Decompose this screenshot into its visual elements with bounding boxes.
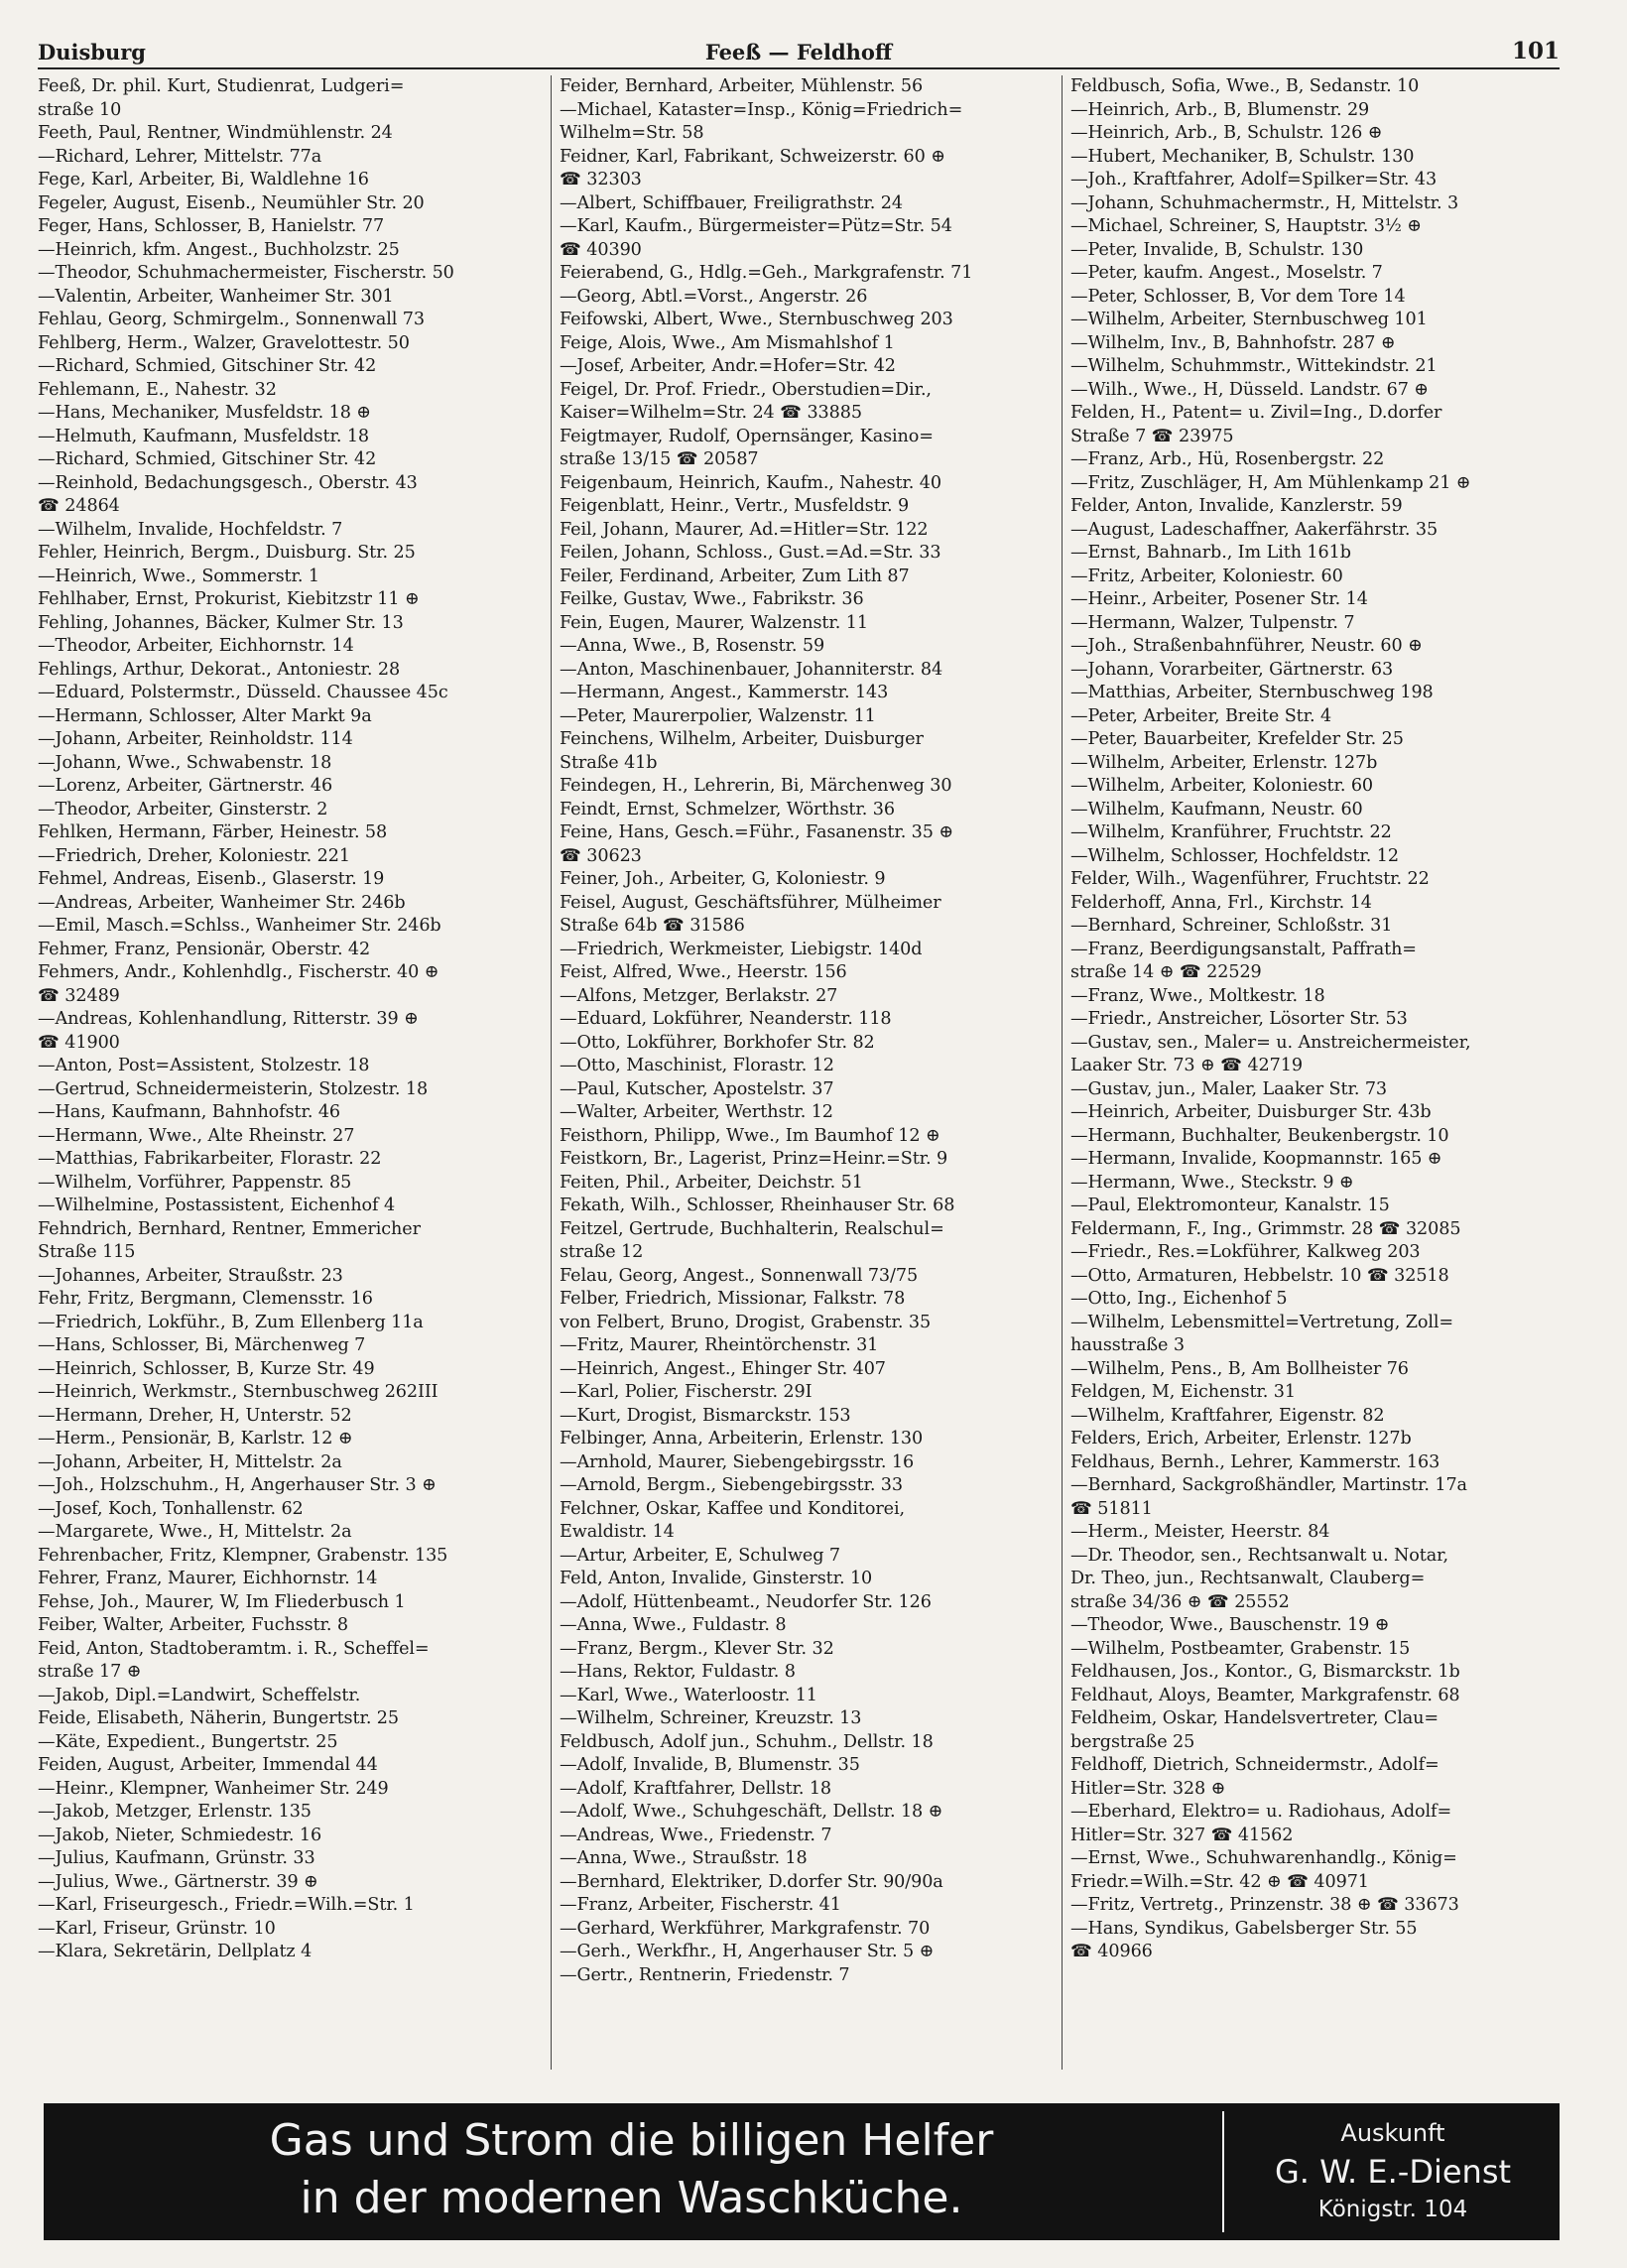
directory-entry-line: straße 12 — [560, 1242, 644, 1262]
directory-entry-line: —Theodor, Wwe., Bauschenstr. 19 ⊕ — [1070, 1615, 1390, 1635]
directory-entry-line: Feldhaut, Aloys, Beamter, Markgrafenstr. 68 — [1070, 1685, 1460, 1705]
directory-entry-line: Feifowski, Albert, Wwe., Sternbuschweg 203 — [560, 310, 953, 329]
directory-entry-line: —Wilhelm, Kranführer, Fruchtstr. 22 — [1070, 822, 1392, 842]
directory-entry-line: —Heinr., Arbeiter, Posener Str. 14 — [1070, 589, 1368, 609]
directory-entry-line: —Fritz, Maurer, Rheintörchenstr. 31 — [560, 1335, 879, 1355]
directory-entry-line: Feiber, Walter, Arbeiter, Fuchsstr. 8 — [38, 1615, 349, 1635]
ad-info-address: Königstr. 104 — [1317, 2197, 1468, 2222]
directory-entry-line: —Heinrich, Arbeiter, Duisburger Str. 43b — [1070, 1102, 1432, 1122]
page-number: 101 — [1511, 38, 1560, 64]
directory-entry-line: —Johannes, Arbeiter, Straußstr. 23 — [38, 1265, 343, 1286]
directory-entry-line: —Franz, Bergm., Klever Str. 32 — [560, 1638, 834, 1659]
directory-entry-line: —Friedr., Res.=Lokführer, Kalkweg 203 — [1070, 1242, 1421, 1262]
directory-entry-line: —Bernhard, Sackgroßhändler, Martinstr. 17a — [1070, 1475, 1467, 1495]
directory-entry-line: —Theodor, Arbeiter, Eichhornstr. 14 — [38, 636, 354, 656]
directory-entry-line: Feeß, Dr. phil. Kurt, Studienrat, Ludgeri= — [38, 76, 405, 96]
directory-entry-line: Fekath, Wilh., Schlosser, Rheinhauser Str. 68 — [560, 1196, 955, 1215]
directory-entry-line: —Wilhelm, Schlosser, Hochfeldstr. 12 — [1070, 845, 1399, 866]
directory-entry-line: Felderhoff, Anna, Frl., Kirchstr. 14 — [1070, 892, 1372, 913]
directory-entry-line: —Peter, Arbeiter, Breite Str. 4 — [1070, 705, 1332, 726]
directory-entry-line: —Karl, Wwe., Waterloostr. 11 — [560, 1685, 817, 1705]
directory-entry-line: Felder, Wilh., Wagenführer, Fruchtstr. 22 — [1070, 869, 1430, 889]
directory-entry-line: —Paul, Elektromonteur, Kanalstr. 15 — [1070, 1196, 1390, 1215]
directory-entry-line: —Richard, Schmied, Gitschiner Str. 42 — [38, 356, 377, 376]
directory-entry-line: —Otto, Armaturen, Hebbelstr. 10 ☎ 32518 — [1070, 1265, 1449, 1286]
directory-entry-line: —Helmuth, Kaufmann, Musfeldstr. 18 — [38, 426, 370, 446]
directory-entry-line: —Franz, Beerdigungsanstalt, Paffrath= — [1070, 939, 1417, 959]
directory-entry-line: Fein, Eugen, Maurer, Walzenstr. 11 — [560, 612, 868, 633]
directory-entry-line: —Wilhelm, Arbeiter, Sternbuschweg 101 — [1070, 310, 1428, 329]
directory-entry-line: —Johann, Arbeiter, H, Mittelstr. 2a — [38, 1451, 342, 1472]
directory-entry-line: —Peter, kaufm. Angest., Moselstr. 7 — [1070, 263, 1383, 283]
directory-entry-line: —Herm., Pensionär, B, Karlstr. 12 ⊕ — [38, 1429, 353, 1449]
directory-entry-line: Straße 7 ☎ 23975 — [1070, 426, 1234, 446]
directory-entry-line: Feigtmayer, Rudolf, Opernsänger, Kasino= — [560, 426, 934, 446]
directory-entry-line: Felders, Erich, Arbeiter, Erlenstr. 127b — [1070, 1429, 1412, 1449]
directory-entry-line: —Alfons, Metzger, Berlakstr. 27 — [560, 985, 838, 1006]
directory-entry-line: Feindt, Ernst, Schmelzer, Wörthstr. 36 — [560, 799, 895, 819]
directory-entry-line: —Friedrich, Lokführ., B, Zum Ellenberg 11a — [38, 1312, 424, 1332]
directory-entry-line: Fehlken, Hermann, Färber, Heinestr. 58 — [38, 822, 388, 842]
directory-entry-line: Fehmer, Franz, Pensionär, Oberstr. 42 — [38, 939, 371, 959]
directory-entry-line: Feiner, Joh., Arbeiter, G, Koloniestr. 9 — [560, 869, 886, 889]
directory-entry-line: —Joh., Straßenbahnführer, Neustr. 60 ⊕ — [1070, 636, 1423, 656]
directory-columns — [38, 75, 1560, 2070]
directory-entry-line: —Julius, Kaufmann, Grünstr. 33 — [38, 1848, 315, 1868]
directory-entry-line: Straße 41b — [560, 752, 658, 773]
directory-entry-line: —Josef, Koch, Tonhallenstr. 62 — [38, 1498, 304, 1519]
directory-entry-line: —Heinrich, kfm. Angest., Buchholzstr. 25 — [38, 239, 400, 260]
directory-entry-line: —Johann, Schuhmachermstr., H, Mittelstr. 3 — [1070, 192, 1459, 213]
city-name: Duisburg — [38, 40, 146, 64]
ad-divider — [1222, 2111, 1224, 2232]
directory-entry-line: Straße 115 — [38, 1242, 136, 1262]
directory-entry-line: Feige, Alois, Wwe., Am Mismahlshof 1 — [560, 332, 895, 353]
directory-entry-line: —Hermann, Buchhalter, Beukenbergstr. 10 — [1070, 1125, 1449, 1146]
directory-entry-line: Felden, H., Patent= u. Zivil=Ing., D.dorfer — [1070, 403, 1442, 423]
directory-entry-line: —Johann, Wwe., Schwabenstr. 18 — [38, 752, 332, 773]
directory-entry-line: —Klara, Sekretärin, Dellplatz 4 — [38, 1942, 313, 1961]
directory-entry-line: —Matthias, Arbeiter, Sternbuschweg 198 — [1070, 683, 1434, 702]
directory-entry-line: Feierabend, G., Hdlg.=Geh., Markgrafenstr. 71 — [560, 263, 973, 283]
directory-entry-line: —Arnhold, Maurer, Siebengebirgsstr. 16 — [560, 1451, 915, 1472]
directory-entry-line: —Gerhard, Werkführer, Markgrafenstr. 70 — [560, 1918, 931, 1939]
directory-entry-line: —Anna, Wwe., Straußstr. 18 — [560, 1848, 808, 1868]
directory-entry-line: —Wilhelm, Lebensmittel=Vertretung, Zoll= — [1070, 1312, 1454, 1332]
directory-entry-line: —Hermann, Angest., Kammerstr. 143 — [560, 683, 889, 702]
directory-entry-line: Fehrenbacher, Fritz, Klempner, Grabenstr. 135 — [38, 1545, 448, 1566]
directory-entry-line: Fehling, Johannes, Bäcker, Kulmer Str. 13 — [38, 612, 404, 633]
directory-entry-line: Fehmers, Andr., Kohlenhdlg., Fischerstr. 40 ⊕ — [38, 962, 439, 982]
directory-entry-line: Feil, Johann, Maurer, Ad.=Hitler=Str. 122 — [560, 519, 929, 540]
directory-entry-line: Feldermann, F., Ing., Grimmstr. 28 ☎ 32085 — [1070, 1218, 1461, 1239]
directory-column-1 — [38, 75, 546, 2070]
directory-entry-line: ☎ 51811 — [1070, 1498, 1153, 1519]
directory-entry-line: —Gustav, sen., Maler= u. Anstreichermeister, — [1070, 1032, 1471, 1053]
directory-entry-line: —Jakob, Nieter, Schmiedestr. 16 — [38, 1825, 322, 1845]
directory-entry-line: —Ernst, Wwe., Schuhwarenhandlg., König= — [1070, 1848, 1457, 1868]
ad-info-service: G. W. E.-Dienst — [1274, 2153, 1512, 2191]
directory-entry-line: Fehler, Heinrich, Bergm., Duisburg. Str. 25 — [38, 543, 416, 563]
directory-entry-line: Felbinger, Anna, Arbeiterin, Erlenstr. 130 — [560, 1429, 924, 1449]
directory-entry-line: ☎ 32303 — [560, 170, 642, 189]
directory-entry-line: —Eberhard, Elektro= u. Radiohaus, Adolf= — [1070, 1802, 1452, 1822]
directory-entry-line: Feilke, Gustav, Wwe., Fabrikstr. 36 — [560, 589, 864, 609]
directory-entry-line: —Michael, Schreiner, S, Hauptstr. 3½ ⊕ — [1070, 216, 1422, 236]
directory-entry-line: —Friedrich, Werkmeister, Liebigstr. 140d — [560, 939, 923, 959]
directory-entry-line: —Peter, Maurerpolier, Walzenstr. 11 — [560, 705, 876, 726]
directory-entry-line: —Heinr., Klempner, Wanheimer Str. 249 — [38, 1778, 389, 1799]
directory-entry-line: Feeth, Paul, Rentner, Windmühlenstr. 24 — [38, 123, 393, 143]
directory-entry-line: —Hans, Schlosser, Bi, Märchenweg 7 — [38, 1335, 366, 1355]
directory-entry-line: Feist, Alfred, Wwe., Heerstr. 156 — [560, 962, 847, 982]
directory-entry-line: ☎ 40390 — [560, 239, 642, 260]
directory-entry-line: —Kurt, Drogist, Bismarckstr. 153 — [560, 1405, 851, 1426]
directory-entry-line: bergstraße 25 — [1070, 1731, 1195, 1752]
directory-entry-line: Felber, Friedrich, Missionar, Falkstr. 78 — [560, 1289, 906, 1309]
directory-entry-line: Straße 64b ☎ 31586 — [560, 916, 745, 936]
directory-entry-line: Feiten, Phil., Arbeiter, Deichstr. 51 — [560, 1172, 863, 1193]
directory-entry-line: —Herm., Meister, Heerstr. 84 — [1070, 1522, 1330, 1542]
directory-entry-line: ☎ 41900 — [38, 1032, 120, 1053]
directory-entry-line: —Fritz, Vertretg., Prinzenstr. 38 ⊕ ☎ 33673 — [1070, 1895, 1459, 1915]
directory-entry-line: —Dr. Theodor, sen., Rechtsanwalt u. Notar, — [1070, 1545, 1449, 1566]
directory-entry-line: —Margarete, Wwe., H, Mittelstr. 2a — [38, 1522, 352, 1542]
directory-entry-line: Feide, Elisabeth, Näherin, Bungertstr. 25 — [38, 1708, 399, 1728]
directory-entry-line: Feigel, Dr. Prof. Friedr., Oberstudien=Dir., — [560, 379, 932, 400]
directory-entry-line: —Wilhelm, Kraftfahrer, Eigenstr. 82 — [1070, 1405, 1385, 1426]
ad-slogan — [44, 2103, 1219, 2240]
directory-entry-line: straße 13/15 ☎ 20587 — [560, 449, 759, 469]
directory-entry-line: Fehndrich, Bernhard, Rentner, Emmericher — [38, 1218, 421, 1239]
ad-slogan-line-1: Gas und Strom die billigen Helfer — [269, 2115, 994, 2166]
directory-entry-line: ☎ 24864 — [38, 496, 120, 516]
directory-entry-line: —Franz, Arbeiter, Fischerstr. 41 — [560, 1895, 841, 1915]
directory-entry-line: —Hubert, Mechaniker, B, Schulstr. 130 — [1070, 146, 1415, 167]
directory-entry-line: Hitler=Str. 327 ☎ 41562 — [1070, 1825, 1294, 1845]
directory-entry-line: —Heinrich, Schlosser, B, Kurze Str. 49 — [38, 1358, 375, 1379]
directory-entry-line: —Gerh., Werkfhr., H, Angerhauser Str. 5 ⊕ — [560, 1942, 935, 1961]
advertisement-banner — [44, 2103, 1560, 2240]
directory-entry-line: —Wilh., Wwe., H, Düsseld. Landstr. 67 ⊕ — [1070, 379, 1429, 400]
directory-entry-line: Feigenbaum, Heinrich, Kaufm., Nahestr. 40 — [560, 472, 941, 493]
directory-entry-line: —Bernhard, Elektriker, D.dorfer Str. 90/90a — [560, 1871, 943, 1892]
directory-entry-line: —Wilhelm, Inv., B, Bahnhofstr. 287 ⊕ — [1070, 332, 1396, 353]
directory-entry-line: Hitler=Str. 328 ⊕ — [1070, 1778, 1226, 1799]
directory-entry-line: Dr. Theo, jun., Rechtsanwalt, Clauberg= — [1070, 1569, 1426, 1588]
directory-entry-line: —Josef, Arbeiter, Andr.=Hofer=Str. 42 — [560, 356, 896, 376]
directory-entry-line: Feidner, Karl, Fabrikant, Schweizerstr. 60 ⊕ — [560, 146, 945, 167]
directory-entry-line: —Heinrich, Arb., B, Schulstr. 126 ⊕ — [1070, 123, 1383, 143]
directory-entry-line: Fehlhaber, Ernst, Prokurist, Kiebitzstr 11 ⊕ — [38, 589, 420, 609]
directory-entry-line: Fegeler, August, Eisenb., Neumühler Str. 20 — [38, 192, 425, 213]
directory-entry-line: ☎ 32489 — [38, 985, 120, 1006]
directory-entry-line: Laaker Str. 73 ⊕ ☎ 42719 — [1070, 1056, 1303, 1075]
directory-entry-line: —Valentin, Arbeiter, Wanheimer Str. 301 — [38, 286, 394, 307]
directory-entry-line: —Franz, Wwe., Moltkestr. 18 — [1070, 985, 1325, 1006]
directory-entry-line: —Theodor, Schuhmachermeister, Fischerstr. 50 — [38, 263, 454, 283]
directory-entry-line: —Bernhard, Schreiner, Schloßstr. 31 — [1070, 916, 1393, 936]
directory-entry-line: ☎ 40966 — [1070, 1942, 1153, 1961]
directory-entry-line: —Michael, Kataster=Insp., König=Friedrich= — [560, 99, 963, 120]
directory-entry-line: —Johann, Arbeiter, Reinholdstr. 114 — [38, 729, 353, 749]
directory-entry-line: —Wilhelm, Arbeiter, Erlenstr. 127b — [1070, 752, 1378, 773]
directory-entry-line: —Hans, Mechaniker, Musfeldstr. 18 ⊕ — [38, 403, 371, 423]
directory-entry-line: —Jakob, Metzger, Erlenstr. 135 — [38, 1802, 312, 1822]
directory-entry-line: hausstraße 3 — [1070, 1335, 1185, 1355]
directory-entry-line: Feldhausen, Jos., Kontor., G, Bismarckstr. 1b — [1070, 1662, 1460, 1682]
directory-entry-line: Feldheim, Oskar, Handelsvertreter, Clau= — [1070, 1708, 1439, 1728]
ad-info-box — [1226, 2103, 1560, 2240]
directory-entry-line: Fehlau, Georg, Schmirgelm., Sonnenwall 73 — [38, 310, 425, 329]
directory-entry-line: —Joh., Holzschuhm., H, Angerhauser Str. 3 ⊕ — [38, 1475, 437, 1495]
directory-entry-line: Feine, Hans, Gesch.=Führ., Fasanenstr. 35 ⊕ — [560, 822, 954, 842]
directory-entry-line: —Artur, Arbeiter, E, Schulweg 7 — [560, 1545, 840, 1566]
page-header — [38, 34, 1560, 69]
directory-entry-line: —Joh., Kraftfahrer, Adolf=Spilker=Str. 43 — [1070, 170, 1438, 189]
directory-entry-line: Kaiser=Wilhelm=Str. 24 ☎ 33885 — [560, 403, 862, 423]
directory-entry-line: Fehmel, Andreas, Eisenb., Glaserstr. 19 — [38, 869, 385, 889]
directory-entry-line: —Georg, Abtl.=Vorst., Angerstr. 26 — [560, 286, 868, 307]
directory-entry-line: —Karl, Friseurgesch., Friedr.=Wilh.=Str. 1 — [38, 1895, 415, 1915]
directory-entry-line: —Richard, Schmied, Gitschiner Str. 42 — [38, 449, 377, 469]
directory-entry-line: —Johann, Vorarbeiter, Gärtnerstr. 63 — [1070, 659, 1394, 680]
directory-entry-line: Feldbusch, Sofia, Wwe., B, Sedanstr. 10 — [1070, 76, 1420, 96]
directory-entry-line: —Wilhelm, Arbeiter, Koloniestr. 60 — [1070, 776, 1374, 796]
directory-entry-line: Feigenblatt, Heinr., Vertr., Musfeldstr. 9 — [560, 496, 910, 516]
directory-entry-line: —Arnold, Bergm., Siebengebirgsstr. 33 — [560, 1475, 903, 1495]
directory-entry-line: —Hans, Rektor, Fuldastr. 8 — [560, 1662, 796, 1682]
directory-entry-line: —Peter, Invalide, B, Schulstr. 130 — [1070, 239, 1364, 260]
directory-entry-line: —Fritz, Arbeiter, Koloniestr. 60 — [1070, 566, 1343, 586]
directory-entry-line: —Adolf, Wwe., Schuhgeschäft, Dellstr. 18 ⊕ — [560, 1802, 943, 1822]
directory-entry-line: Felau, Georg, Angest., Sonnenwall 73/75 — [560, 1265, 919, 1286]
directory-entry-line: Wilhelm=Str. 58 — [560, 123, 704, 143]
directory-entry-line: Feid, Anton, Stadtoberamtm. i. R., Scheffel= — [38, 1638, 430, 1659]
directory-entry-line: von Felbert, Bruno, Drogist, Grabenstr. 35 — [560, 1312, 932, 1332]
directory-entry-line: —Walter, Arbeiter, Werthstr. 12 — [560, 1102, 833, 1122]
directory-entry-line: —Anton, Maschinenbauer, Johanniterstr. 84 — [560, 659, 943, 680]
directory-entry-line: —Andreas, Kohlenhandlung, Ritterstr. 39 ⊕ — [38, 1009, 419, 1029]
directory-entry-line: Fehr, Fritz, Bergmann, Clemensstr. 16 — [38, 1289, 373, 1309]
directory-entry-line: —Wilhelm, Vorführer, Pappenstr. 85 — [38, 1172, 352, 1193]
directory-entry-line: —Wilhelm, Pens., B, Am Bollheister 76 — [1070, 1358, 1409, 1379]
directory-entry-line: —Hermann, Wwe., Steckstr. 9 ⊕ — [1070, 1172, 1354, 1193]
directory-entry-line: Fehrer, Franz, Maurer, Eichhornstr. 14 — [38, 1569, 378, 1588]
directory-entry-line: —Gustav, jun., Maler, Laaker Str. 73 — [1070, 1078, 1388, 1099]
directory-entry-line: ☎ 30623 — [560, 845, 642, 866]
directory-entry-line: —Adolf, Kraftfahrer, Dellstr. 18 — [560, 1778, 832, 1799]
directory-entry-line: —Hermann, Dreher, H, Unterstr. 52 — [38, 1405, 352, 1426]
directory-entry-line: —August, Ladeschaffner, Aakerfährstr. 35 — [1070, 519, 1439, 540]
directory-entry-line: —Wilhelm, Postbeamter, Grabenstr. 15 — [1070, 1638, 1411, 1659]
directory-entry-line: —Karl, Kaufm., Bürgermeister=Pütz=Str. 54 — [560, 216, 952, 236]
directory-entry-line: —Anna, Wwe., B, Rosenstr. 59 — [560, 636, 825, 656]
directory-entry-line: —Karl, Polier, Fischerstr. 29I — [560, 1382, 813, 1402]
directory-column-3 — [1062, 75, 1561, 2070]
directory-entry-line: —Käte, Expedient., Bungertstr. 25 — [38, 1731, 338, 1752]
directory-entry-line: Feilen, Johann, Schloss., Gust.=Ad.=Str. 33 — [560, 543, 941, 563]
directory-entry-line: Feisthorn, Philipp, Wwe., Im Baumhof 12 ⊕ — [560, 1125, 940, 1146]
directory-entry-line: —Hermann, Invalide, Koopmannstr. 165 ⊕ — [1070, 1149, 1442, 1169]
directory-entry-line: Feinchens, Wilhelm, Arbeiter, Duisburger — [560, 729, 924, 749]
directory-entry-line: —Hans, Kaufmann, Bahnhofstr. 46 — [38, 1102, 341, 1122]
directory-entry-line: —Friedrich, Dreher, Koloniestr. 221 — [38, 845, 350, 866]
directory-entry-line: Feider, Bernhard, Arbeiter, Mühlenstr. 56 — [560, 76, 924, 96]
directory-entry-line: Fehse, Joh., Maurer, W, Im Fliederbusch 1 — [38, 1591, 406, 1612]
directory-entry-line: Feldbusch, Adolf jun., Schuhm., Dellstr. 18 — [560, 1731, 934, 1752]
directory-entry-line: —Karl, Friseur, Grünstr. 10 — [38, 1918, 276, 1939]
directory-entry-line: —Heinrich, Wwe., Sommerstr. 1 — [38, 566, 319, 586]
directory-entry-line: —Julius, Wwe., Gärtnerstr. 39 ⊕ — [38, 1871, 318, 1892]
directory-entry-line: —Theodor, Arbeiter, Ginsterstr. 2 — [38, 799, 328, 819]
directory-entry-line: —Wilhelm, Invalide, Hochfeldstr. 7 — [38, 519, 343, 540]
directory-entry-line: —Anton, Post=Assistent, Stolzestr. 18 — [38, 1056, 370, 1075]
directory-entry-line: —Gertrud, Schneidermeisterin, Stolzestr. 18 — [38, 1078, 429, 1099]
directory-entry-line: straße 17 ⊕ — [38, 1662, 142, 1682]
directory-entry-line: —Andreas, Wwe., Friedenstr. 7 — [560, 1825, 832, 1845]
directory-entry-line: Feldhoff, Dietrich, Schneidermstr., Adolf= — [1070, 1755, 1439, 1775]
directory-entry-line: —Otto, Ing., Eichenhof 5 — [1070, 1289, 1288, 1309]
directory-entry-line: straße 14 ⊕ ☎ 22529 — [1070, 962, 1262, 982]
directory-entry-line: Feiden, August, Arbeiter, Immendal 44 — [38, 1755, 378, 1775]
directory-entry-line: —Ernst, Bahnarb., Im Lith 161b — [1070, 543, 1351, 563]
directory-entry-line: Feisel, August, Geschäftsführer, Mülheimer — [560, 892, 941, 913]
directory-entry-line: —Otto, Lokführer, Borkhofer Str. 82 — [560, 1032, 875, 1053]
directory-entry-line: Friedr.=Wilh.=Str. 42 ⊕ ☎ 40971 — [1070, 1871, 1369, 1892]
directory-entry-line: —Hermann, Schlosser, Alter Markt 9a — [38, 705, 372, 726]
directory-entry-line: Fehlings, Arthur, Dekorat., Antoniestr. 28 — [38, 659, 401, 680]
directory-entry-line: Felder, Anton, Invalide, Kanzlerstr. 59 — [1070, 496, 1403, 516]
directory-entry-line: —Lorenz, Arbeiter, Gärtnerstr. 46 — [38, 776, 333, 796]
directory-entry-line: straße 10 — [38, 99, 122, 120]
directory-entry-line: —Wilhelmine, Postassistent, Eichenhof 4 — [38, 1196, 396, 1215]
directory-entry-line: straße 34/36 ⊕ ☎ 25552 — [1070, 1591, 1290, 1612]
directory-entry-line: Feger, Hans, Schlosser, B, Hanielstr. 77 — [38, 216, 385, 236]
directory-entry-line: —Reinhold, Bedachungsgesch., Oberstr. 43 — [38, 472, 418, 493]
name-range: Feeß — Feldhoff — [704, 40, 893, 64]
directory-entry-line: —Hans, Syndikus, Gabelsberger Str. 55 — [1070, 1918, 1418, 1939]
directory-entry-line: —Hermann, Wwe., Alte Rheinstr. 27 — [38, 1125, 355, 1146]
directory-entry-line: —Adolf, Hüttenbeamt., Neudorfer Str. 126 — [560, 1591, 932, 1612]
directory-entry-line: —Peter, Schlosser, B, Vor dem Tore 14 — [1070, 286, 1406, 307]
directory-entry-line: —Peter, Bauarbeiter, Krefelder Str. 25 — [1070, 729, 1404, 749]
directory-entry-line: Feld, Anton, Invalide, Ginsterstr. 10 — [560, 1569, 873, 1588]
directory-entry-line: —Jakob, Dipl.=Landwirt, Scheffelstr. — [38, 1685, 361, 1705]
directory-entry-line: —Heinrich, Werkmstr., Sternbuschweg 262III — [38, 1382, 438, 1402]
directory-entry-line: Feiler, Ferdinand, Arbeiter, Zum Lith 87 — [560, 566, 910, 586]
directory-entry-line: —Gertr., Rentnerin, Friedenstr. 7 — [560, 1964, 850, 1985]
directory-entry-line: —Paul, Kutscher, Apostelstr. 37 — [560, 1078, 834, 1099]
directory-entry-line: —Matthias, Fabrikarbeiter, Florastr. 22 — [38, 1149, 382, 1169]
directory-entry-line: Feistkorn, Br., Lagerist, Prinz=Heinr.=Str. 9 — [560, 1149, 948, 1169]
directory-entry-line: —Anna, Wwe., Fuldastr. 8 — [560, 1615, 787, 1635]
directory-entry-line: —Richard, Lehrer, Mittelstr. 77a — [38, 146, 322, 167]
directory-entry-line: —Eduard, Lokführer, Neanderstr. 118 — [560, 1009, 892, 1029]
ad-info-label: Auskunft — [1340, 2119, 1445, 2147]
directory-entry-line: —Eduard, Polstermstr., Düsseld. Chaussee 45c — [38, 683, 448, 702]
directory-entry-line: Felchner, Oskar, Kaffee und Konditorei, — [560, 1498, 906, 1519]
directory-column-2 — [551, 75, 1060, 2070]
directory-entry-line: —Wilhelm, Kaufmann, Neustr. 60 — [1070, 799, 1363, 819]
directory-entry-line: —Hermann, Walzer, Tulpenstr. 7 — [1070, 612, 1355, 633]
directory-entry-line: Fehlemann, E., Nahestr. 32 — [38, 379, 277, 400]
directory-entry-line: Fehlberg, Herm., Walzer, Gravelottestr. 50 — [38, 332, 410, 353]
directory-entry-line: —Otto, Maschinist, Florastr. 12 — [560, 1056, 834, 1075]
directory-entry-line: —Fritz, Zuschläger, H, Am Mühlenkamp 21 ⊕ — [1070, 472, 1471, 493]
directory-entry-line: Feitzel, Gertrude, Buchhalterin, Realschul= — [560, 1218, 944, 1239]
directory-entry-line: —Albert, Schiffbauer, Freiligrathstr. 24 — [560, 192, 903, 213]
directory-entry-line: —Heinrich, Angest., Ehinger Str. 407 — [560, 1358, 886, 1379]
directory-entry-line: Fege, Karl, Arbeiter, Bi, Waldlehne 16 — [38, 170, 369, 189]
directory-entry-line: —Emil, Masch.=Schlss., Wanheimer Str. 246b — [38, 916, 441, 936]
directory-entry-line: —Franz, Arb., Hü, Rosenbergstr. 22 — [1070, 449, 1385, 469]
ad-slogan-line-2: in der modernen Waschküche. — [300, 2173, 963, 2223]
directory-entry-line: —Andreas, Arbeiter, Wanheimer Str. 246b — [38, 892, 406, 913]
directory-entry-line: —Wilhelm, Schuhmmstr., Wittekindstr. 21 — [1070, 356, 1438, 376]
directory-entry-line: —Heinrich, Arb., B, Blumenstr. 29 — [1070, 99, 1370, 120]
directory-entry-line: —Wilhelm, Schreiner, Kreuzstr. 13 — [560, 1708, 862, 1728]
directory-entry-line: —Adolf, Invalide, B, Blumenstr. 35 — [560, 1755, 860, 1775]
directory-entry-line: Feldgen, M, Eichenstr. 31 — [1070, 1382, 1296, 1402]
directory-entry-line: Feldhaus, Bernh., Lehrer, Kammerstr. 163 — [1070, 1451, 1440, 1472]
directory-entry-line: —Friedr., Anstreicher, Lösorter Str. 53 — [1070, 1009, 1408, 1029]
directory-entry-line: Ewaldistr. 14 — [560, 1522, 675, 1542]
directory-entry-line: Feindegen, H., Lehrerin, Bi, Märchenweg 30 — [560, 776, 952, 796]
